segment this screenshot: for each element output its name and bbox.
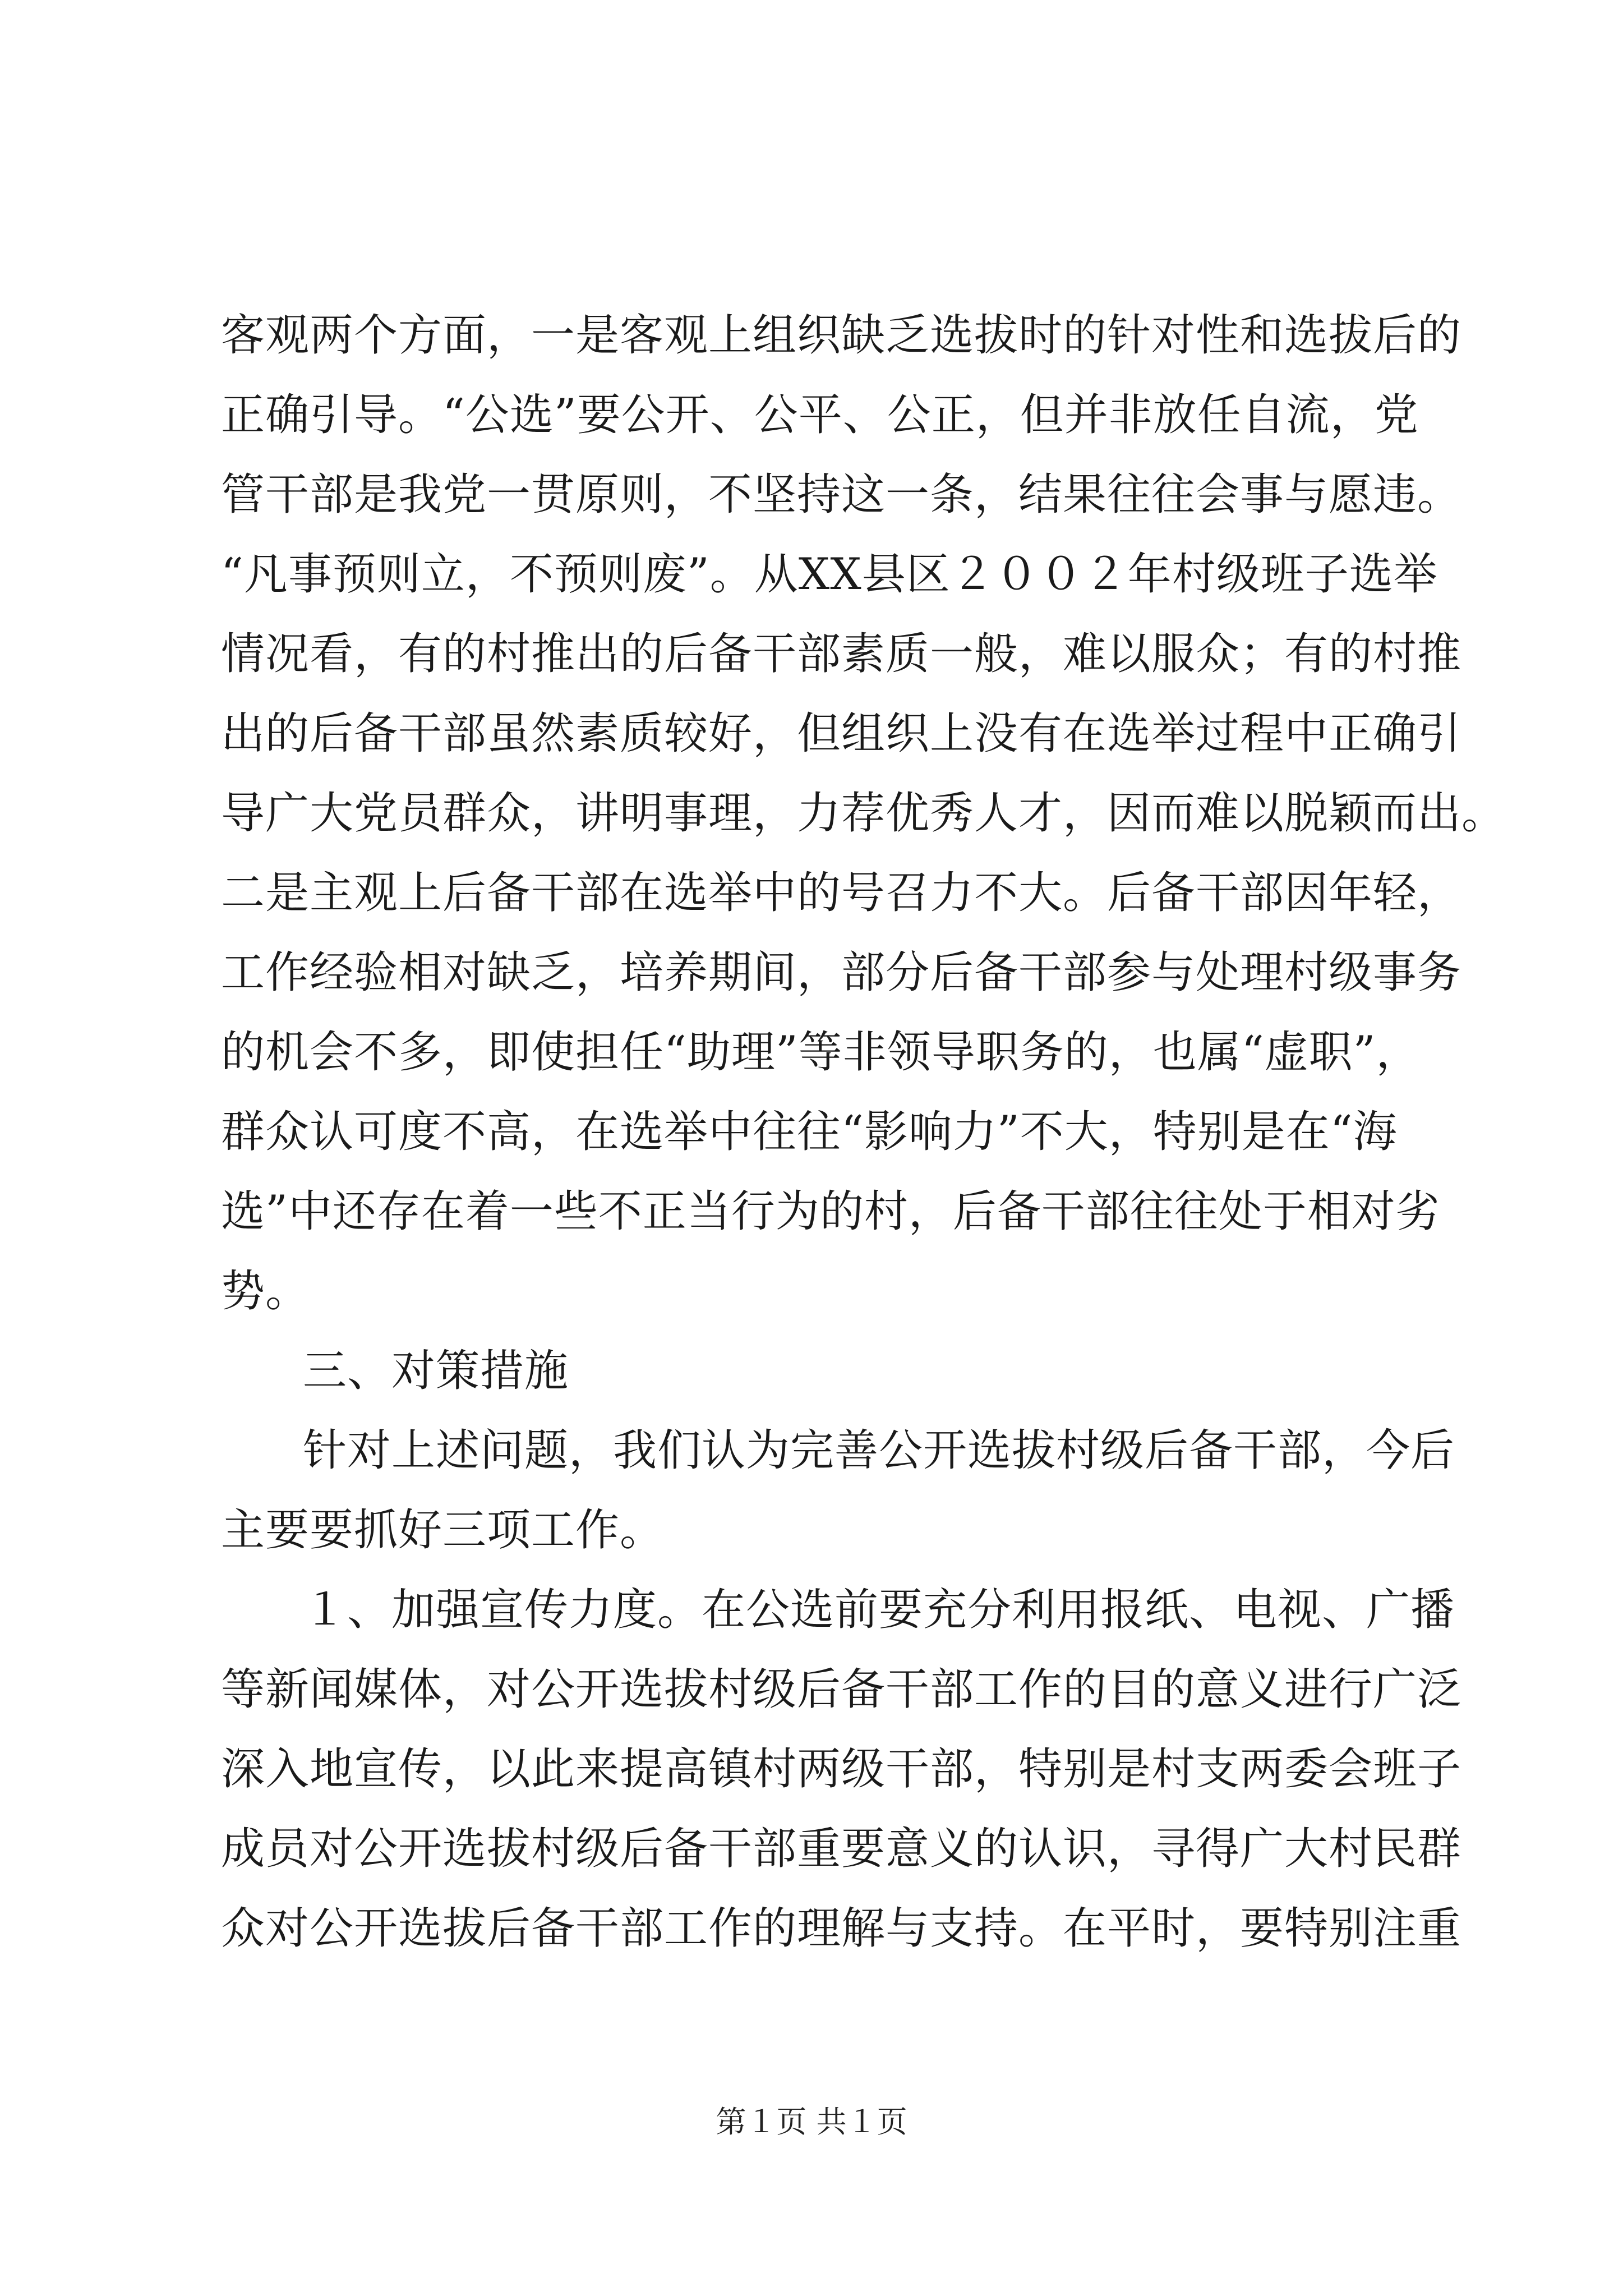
text-line: １、加强宣传力度。在公选前要充分利用报纸、电视、广播 [303, 1585, 1455, 1635]
text-line: 势。 [221, 1266, 310, 1317]
text-line: 主要要抓好三项工作。 [221, 1505, 665, 1556]
text-line: 的机会不多，即使担任“助理”等非领导职务的，也属“虚职”， [221, 1027, 1421, 1078]
text-line: 正确引导。“公选”要公开、公平、公正，但并非放任自流，党 [221, 390, 1419, 440]
text-line: 针对上述问题，我们认为完善公开选拔村级后备干部，今后 [303, 1425, 1455, 1476]
text-line: 成员对公开选拔村级后备干部重要意义的认识，寻得广大村民群 [221, 1824, 1462, 1874]
text-line: 出的后备干部虽然素质较好，但组织上没有在选举过程中正确引 [221, 708, 1462, 759]
text-line: 群众认可度不高，在选举中往往“影响力”不大，特别是在“海 [221, 1107, 1398, 1157]
text-line: 众对公开选拔后备干部工作的理解与支持。在平时，要特别注重 [221, 1903, 1462, 1954]
text-line: “凡事预则立，不预则废”。从XX县区２００２年村级班子选举 [221, 549, 1438, 600]
page-footer: 第１页 共１页 [716, 2104, 907, 2139]
text-line: 管干部是我党一贯原则，不坚持这一条，结果往往会事与愿违。 [221, 470, 1462, 520]
text-line: 情况看，有的村推出的后备干部素质一般，难以服众；有的村推 [221, 629, 1462, 679]
text-line: 客观两个方面，一是客观上组织缺乏选拔时的针对性和选拔后的 [221, 310, 1462, 361]
text-line: 选”中还存在着一些不正当行为的村，后备干部往往处于相对劣 [221, 1186, 1440, 1237]
section-heading: 三、对策措施 [303, 1346, 569, 1396]
text-line: 等新闻媒体，对公开选拔村级后备干部工作的目的意义进行广泛 [221, 1664, 1462, 1715]
text-line: 二是主观上后备干部在选举中的号召力不大。后备干部因年轻， [221, 868, 1462, 918]
text-line: 深入地宣传，以此来提高镇村两级干部，特别是村支两委会班子 [221, 1744, 1462, 1795]
text-line: 工作经验相对缺乏，培养期间，部分后备干部参与处理村级事务 [221, 947, 1462, 998]
text-line: 导广大党员群众，讲明事理，力荐优秀人才，因而难以脱颖而出。 [221, 788, 1506, 839]
